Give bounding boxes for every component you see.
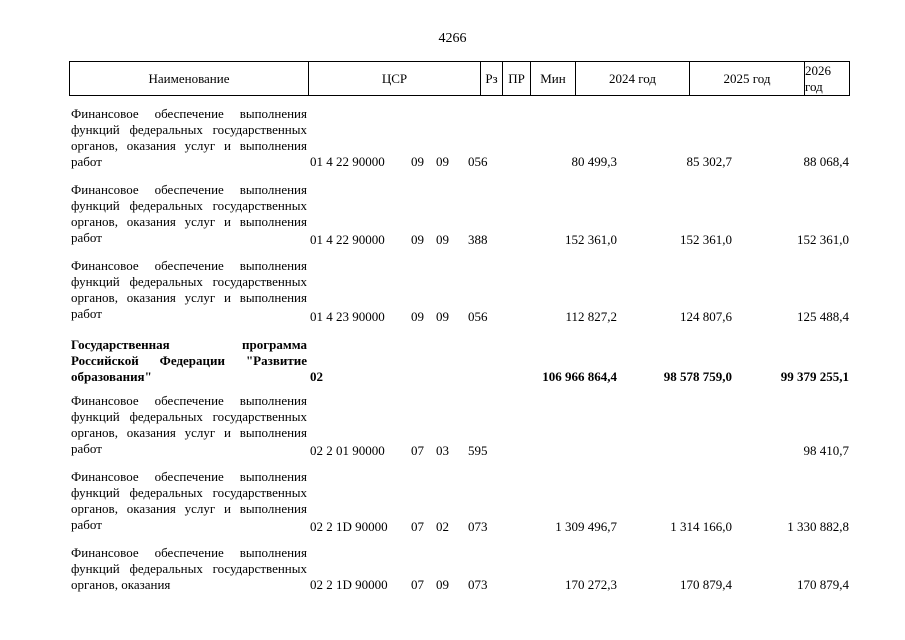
row-pr: 02 bbox=[436, 519, 449, 534]
row-csr: 02 bbox=[310, 369, 323, 384]
header-min: Мин bbox=[531, 62, 576, 95]
row-min: 073 bbox=[468, 519, 488, 534]
row-2026: 88 068,4 bbox=[803, 154, 849, 169]
row-csr: 02 2 1D 90000 bbox=[310, 577, 388, 592]
table-row bbox=[69, 469, 850, 533]
row-min: 056 bbox=[468, 309, 488, 324]
row-2026: 98 410,7 bbox=[803, 443, 849, 458]
header-csr: ЦСР bbox=[309, 62, 481, 95]
row-pr: 09 bbox=[436, 232, 449, 247]
header-pr: ПР bbox=[503, 62, 531, 95]
row-2026: 152 361,0 bbox=[797, 232, 849, 247]
row-csr: 01 4 22 90000 bbox=[310, 154, 385, 169]
row-rz: 09 bbox=[411, 309, 424, 324]
table-row bbox=[69, 258, 850, 322]
row-2024: 80 499,3 bbox=[571, 154, 617, 169]
row-2025: 152 361,0 bbox=[680, 232, 732, 247]
row-rz: 07 bbox=[411, 577, 424, 592]
header-name: Наименование bbox=[70, 62, 309, 95]
row-2025: 1 314 166,0 bbox=[670, 519, 732, 534]
row-2026: 125 488,4 bbox=[797, 309, 849, 324]
row-name: Финансовое обеспечение выполнения функций федеральных государственных органов, оказания bbox=[71, 545, 307, 592]
row-2026: 1 330 882,8 bbox=[787, 519, 849, 534]
row-pr: 03 bbox=[436, 443, 449, 458]
row-2025: 85 302,7 bbox=[686, 154, 732, 169]
table-row bbox=[69, 337, 850, 385]
row-pr: 09 bbox=[436, 309, 449, 324]
row-2026: 170 879,4 bbox=[797, 577, 849, 592]
row-min: 056 bbox=[468, 154, 488, 169]
header-rz: Рз bbox=[481, 62, 503, 95]
row-min: 073 bbox=[468, 577, 488, 592]
row-rz: 09 bbox=[411, 232, 424, 247]
table-row bbox=[69, 393, 850, 457]
row-csr: 02 2 01 90000 bbox=[310, 443, 385, 458]
row-rz: 07 bbox=[411, 443, 424, 458]
table-header bbox=[69, 61, 850, 96]
row-csr: 02 2 1D 90000 bbox=[310, 519, 388, 534]
row-2025: 124 807,6 bbox=[680, 309, 732, 324]
row-name: Государственная программа Российской Федерации "Развитие образования" bbox=[71, 337, 307, 384]
header-2026: 2026 год bbox=[805, 62, 831, 94]
row-rz: 09 bbox=[411, 154, 424, 169]
table-row bbox=[69, 545, 850, 593]
table-row bbox=[69, 106, 850, 170]
page-number: 4266 bbox=[438, 31, 467, 46]
row-name: Финансовое обеспечение выполнения функций федеральных государственных органов, оказания услуг и выполнения работ bbox=[71, 258, 307, 321]
row-min: 388 bbox=[468, 232, 488, 247]
header-2025: 2025 год bbox=[690, 62, 805, 95]
row-pr: 09 bbox=[436, 154, 449, 169]
row-name: Финансовое обеспечение выполнения функций федеральных государственных органов, оказания услуг и выполнения работ bbox=[71, 393, 307, 456]
row-2026: 99 379 255,1 bbox=[780, 369, 849, 384]
row-2024: 112 827,2 bbox=[565, 309, 617, 324]
row-2024: 152 361,0 bbox=[565, 232, 617, 247]
row-2025: 98 578 759,0 bbox=[663, 369, 732, 384]
row-name: Финансовое обеспечение выполнения функций федеральных государственных органов, оказания услуг и выполнения работ bbox=[71, 106, 307, 169]
row-pr: 09 bbox=[436, 577, 449, 592]
row-2024: 106 966 864,4 bbox=[542, 369, 617, 384]
row-name: Финансовое обеспечение выполнения функций федеральных государственных органов, оказания услуг и выполнения работ bbox=[71, 469, 307, 532]
row-name: Финансовое обеспечение выполнения функций федеральных государственных органов, оказания услуг и выполнения работ bbox=[71, 182, 307, 245]
row-2024: 1 309 496,7 bbox=[555, 519, 617, 534]
header-2024: 2024 год bbox=[576, 62, 690, 95]
row-csr: 01 4 22 90000 bbox=[310, 232, 385, 247]
row-2025: 170 879,4 bbox=[680, 577, 732, 592]
row-csr: 01 4 23 90000 bbox=[310, 309, 385, 324]
row-2024: 170 272,3 bbox=[565, 577, 617, 592]
table-row bbox=[69, 182, 850, 246]
row-rz: 07 bbox=[411, 519, 424, 534]
row-min: 595 bbox=[468, 443, 488, 458]
